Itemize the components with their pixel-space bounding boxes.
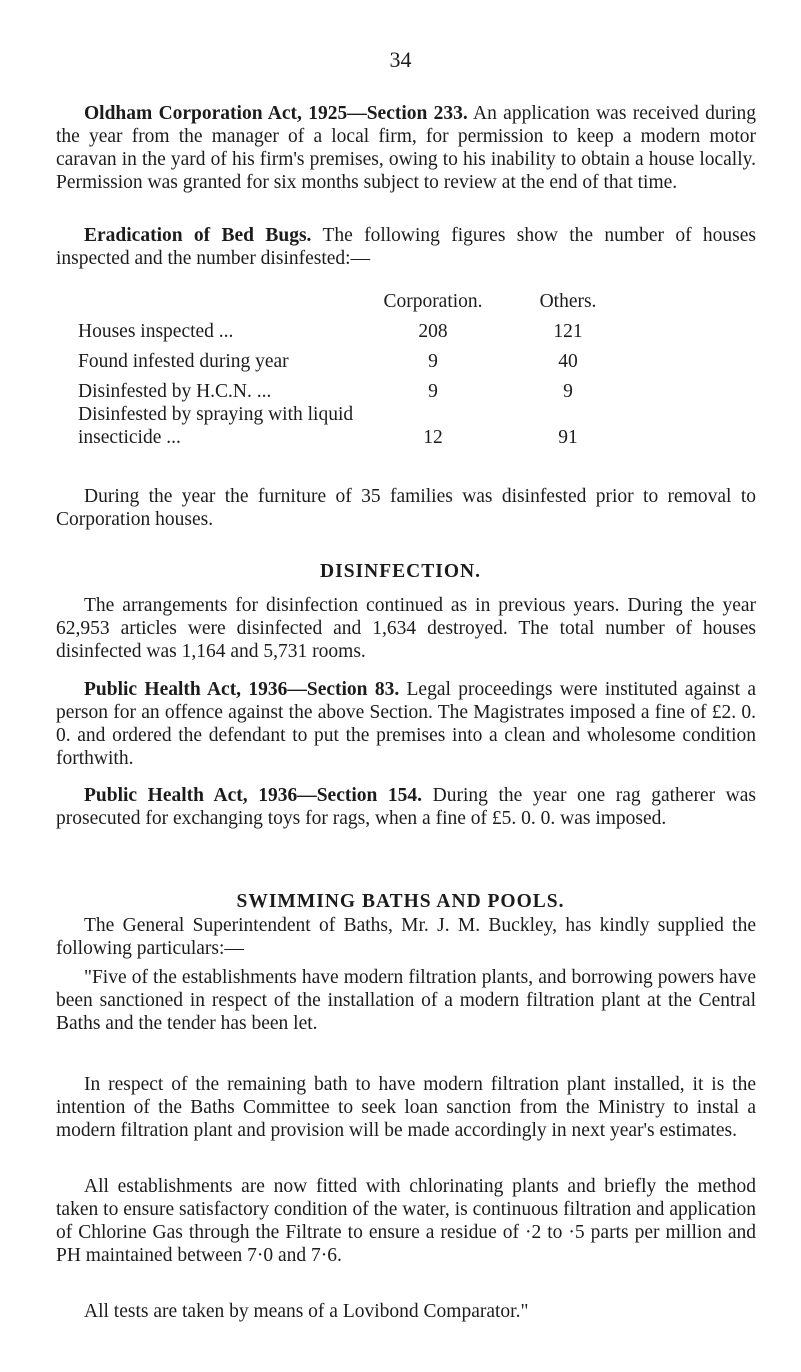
table-row xyxy=(78,343,638,373)
row-label: Disinfested by spraying with liquid insecticide ... xyxy=(78,404,354,448)
column-header-others: Others. xyxy=(539,291,597,312)
swimming-heading: SWIMMING BATHS AND POOLS. xyxy=(236,891,565,912)
bed-bugs-heading: Eradication of Bed Bugs. xyxy=(84,225,312,246)
section83-paragraph xyxy=(56,678,756,770)
page-number: 34 xyxy=(389,47,412,72)
swimming-paragraph-2: In respect of the remaining bath to have modern filtration plant installed, it is the intention of the Baths Committee to seek loan sanction from the Ministry to instal a modern filtration plant and provision will be made accordingly in next year's estimates. xyxy=(56,1074,756,1141)
table-row xyxy=(78,313,638,343)
section154-text: During the year one rag gatherer was prosecuted for exchanging toys for rags, when a fine of £5. 0. 0. was imposed. xyxy=(56,785,757,829)
row-label: Disinfested by H.C.N. ... xyxy=(78,381,272,402)
oldham-heading: Oldham Corporation Act, 1925—Section 233. xyxy=(84,103,468,124)
table-row xyxy=(78,403,638,449)
bed-bugs-table xyxy=(78,286,638,449)
swimming-paragraph-4: All tests are taken by means of a Lovibond Comparator." xyxy=(84,1301,529,1322)
bed-bugs-paragraph xyxy=(56,224,756,270)
corporation-value: 9 xyxy=(428,381,438,402)
section83-text: Legal proceedings were instituted against a person for an offence against the above Section. The Magistrates imposed a fine of £2. 0. 0. and ordered the defendant to put the premises into a clean and wholesome condition forthwith. xyxy=(56,679,756,769)
corporation-value: 9 xyxy=(428,351,438,372)
table-header-row xyxy=(78,286,638,313)
swimming-paragraph-3: All establishments are now fitted with chlorinating plants and briefly the method taken to ensure satisfactory condition of the water, is continuous filtration and application of Chlorine Gas through the Filtrate to ensure a residue of ·2 to ·5 parts per million and PH maintained between 7·0 and 7·6. xyxy=(56,1176,756,1266)
disinfection-paragraph: The arrangements for disinfection continued as in previous years. During the year 62,953 articles were disinfected and 1,634 destroyed. The total number of houses disinfected was 1,164 and 5,731 rooms. xyxy=(56,595,756,662)
oldham-paragraph xyxy=(56,102,756,194)
section154-heading: Public Health Act, 1936—Section 154. xyxy=(84,785,423,806)
corporation-value: 12 xyxy=(423,427,443,448)
others-value: 121 xyxy=(553,321,583,342)
swimming-paragraph-1: "Five of the establishments have modern filtration plants, and borrowing powers have been sanctioned in respect of the installation of a modern filtration plant at the Central Baths and the tender has been let. xyxy=(56,967,756,1034)
column-header-corporation: Corporation. xyxy=(383,291,483,312)
row-label: Found infested during year xyxy=(78,351,289,372)
oldham-text: An application was received during the year from the manager of a local firm, for permission to keep a modern motor caravan in the yard of his firm's premises, owing to his inability to obtain a house locally. Permission was granted for six months subject to review at the end of that time. xyxy=(56,103,756,193)
disinfection-heading: DISINFECTION. xyxy=(320,561,481,582)
swimming-intro: The General Superintendent of Baths, Mr. J. M. Buckley, has kindly supplied the following particulars:— xyxy=(56,915,756,959)
bed-bugs-text: The following figures show the number of houses inspected and the number disinfested:— xyxy=(56,225,757,269)
others-value: 9 xyxy=(563,381,573,402)
row-label: Houses inspected ... xyxy=(78,321,234,342)
corporation-value: 208 xyxy=(418,321,448,342)
table-row xyxy=(78,373,638,403)
furniture-note: During the year the furniture of 35 families was disinfested prior to removal to Corporation houses. xyxy=(56,486,756,530)
section154-paragraph xyxy=(56,784,756,830)
others-value: 40 xyxy=(558,351,578,372)
others-value: 91 xyxy=(558,427,578,448)
section83-heading: Public Health Act, 1936—Section 83. xyxy=(84,679,400,700)
